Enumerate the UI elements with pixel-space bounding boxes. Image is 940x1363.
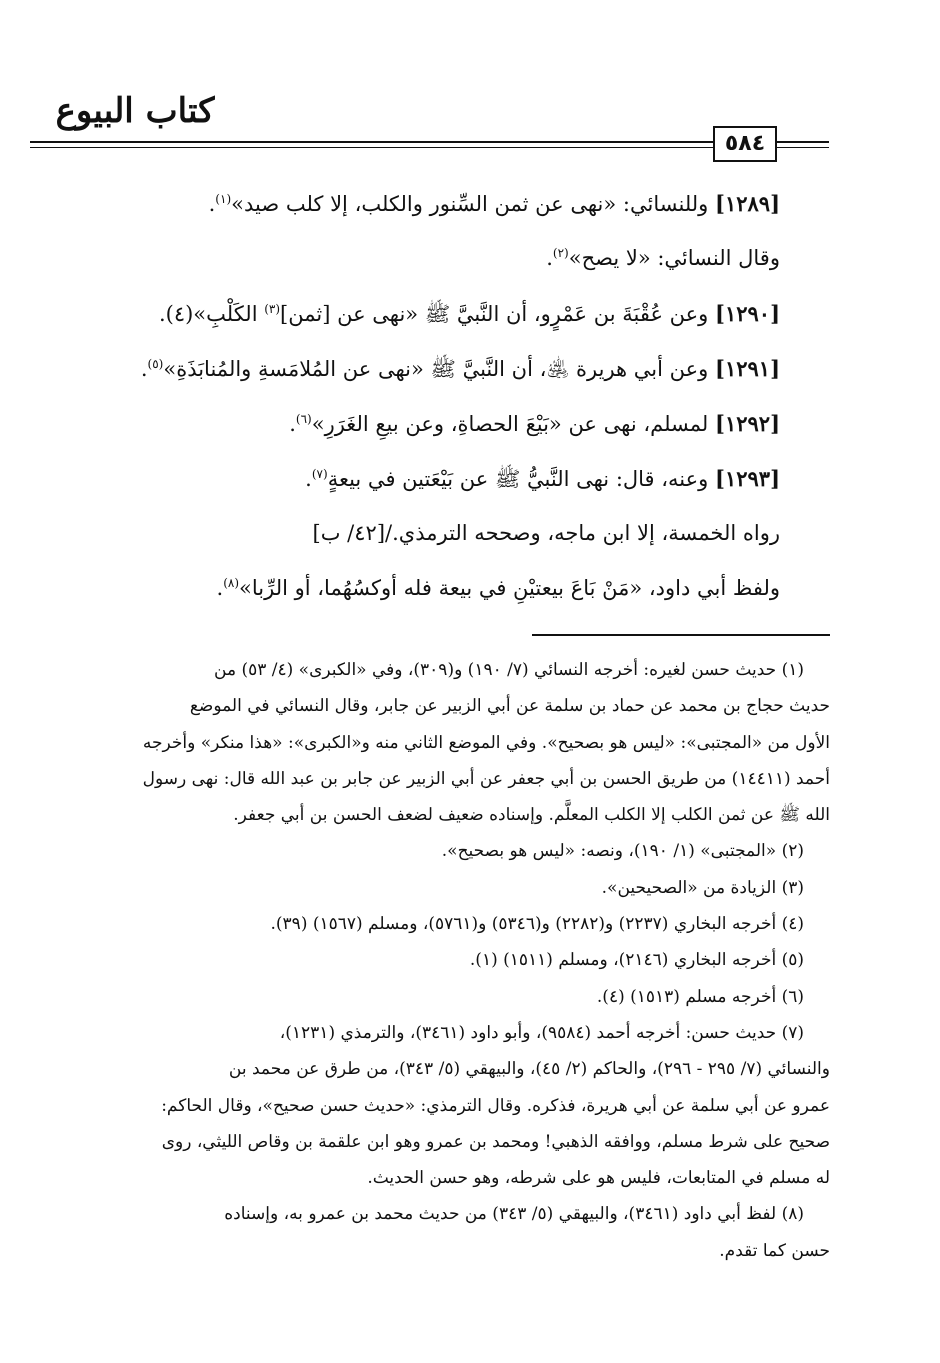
line-text: وعن عُقْبَةَ بن عَمْرٍو، أن النَّبيَّ ﷺ «نهى عن [ثمن] [280,302,715,326]
line-tail: . [305,467,312,491]
line-tail: . [140,357,148,381]
running-title: كتاب البيوع [55,91,215,131]
line-tail: . [208,192,216,216]
line-text: وللنسائي: «نهى عن ثمن السِّنور والكلب، إلا كلب صيد» [231,192,715,216]
footnote-ref: (٣) [264,302,281,316]
header-rule-bottom [30,147,713,148]
line-text: ولفظ أبي داود، «مَنْ بَاعَ بيعتيْنِ في بيعة فله أوكسُهُما، أو الرِّبا» [239,576,780,600]
footnote-line: الأول من «المجتبى»: «ليس هو بصحيح». وفي الموضع الثاني منه و«الكبرى»: «هذا منكر» وأخرجه [142,732,830,753]
main-line [120,176,780,231]
footnote-ref: (٥) [147,357,164,371]
line-tail: . [546,246,553,270]
footnote-line: (٢) «المجتبى» (١/ ١٩٠)، ونصه: «ليس هو بصحيح». [441,841,804,862]
line-text: وعن أبي هريرة ﵁، أن النَّبيَّ ﷺ «نهى عن المُلامَسةِ والمُنابَذَةِ» [163,357,715,381]
footnote-line: والنسائي (٧/ ٢٩٥ - ٢٩٦)، والحاكم (٢/ ٤٥)، والبيهقي (٥/ ٣٤٣)، من طرق عن محمد بن [228,1059,830,1080]
header-rule-right [777,141,829,143]
line-text: وعنه، قال: نهى النَّبيُّ ﷺ عن بَيْعَتين في بيعةٍ [327,467,715,491]
hadith-number: [١٢٩١] [715,356,780,381]
footnote-line: (٥) أخرجه البخاري (٢١٤٦)، ومسلم (١٥١١) (١). [469,950,804,971]
hadith-number: [١٢٩٣] [715,466,780,491]
footnote-line: عمرو عن أبي سلمة عن أبي هريرة، فذكره. وقال الترمذي: «حديث حسن صحيح»، وقال الحاكم: [161,1095,830,1116]
main-line [120,396,780,451]
footnote-line: صحيح على شرط مسلم، ووافقه الذهبي! ومحمد بن عمرو وهو ابن علقمة بن وقاص الليثي، روى [161,1131,830,1152]
footnote-line: حسن كما تقدم. [719,1240,830,1261]
main-line [120,506,780,561]
line-text: وقال النسائي: «لا يصح» [568,246,780,270]
header-rule-top [30,141,713,143]
footnote-line: الله ﷺ عن ثمن الكلب إلا الكلب المعلَّم. وإسناده ضعيف لضعف الحسن بن أبي جعفر. [233,805,830,826]
footnote-line: (٨) لفظ أبي داود (٣٤٦١)، والبيهقي (٥/ ٣٤٣) من حديث محمد بن عمرو به، وإسناده [224,1204,804,1225]
footnote-line: (٤) أخرجه البخاري (٢٢٣٧) و(٢٢٨٢) و(٥٣٤٦) و(٥٧٦١)، ومسلم (١٥٦٧) (٣٩). [270,914,804,935]
page-number: ٥٨٤ [713,126,777,162]
hadith-number: [١٢٩٠] [715,301,780,326]
footnote-line: له مسلم في المتابعات، فليس هو على شرطه، وهو حسن الحديث. [367,1168,830,1189]
footnote-ref: (٢) [552,246,569,260]
footnote-line: (٧) حديث حسن: أخرجه أحمد (٩٥٨٤)، وأبو داود (٣٤٦١)، والترمذي (١٢٣١)، [279,1022,804,1043]
hadith-number: [١٢٨٩] [715,191,780,216]
footnote-line: (١) حديث حسن لغيره: أخرجه النسائي (٧/ ١٩٠) و(٣٠٩)، وفي «الكبرى» (٤/ ٥٣) من [214,660,804,680]
line-text: رواه الخمسة، إلا ابن ماجه، وصححه الترمذي./[٤٢/ ب] [312,521,780,545]
main-line [120,341,780,396]
main-line [120,451,780,506]
footnote-ref: (٦) [295,412,312,426]
footnote-line: أحمد (١٤٤١١) من طريق الحسن بن أبي جعفر عن أبي الزبير عن جابر بن عبد الله قال: نهى رسول [142,768,830,789]
line-tail: . [289,412,296,436]
footnote-ref: (١) [215,192,232,206]
footnote-line: (٦) أخرجه مسلم (١٥١٣) (٤). [596,986,804,1007]
footnote-ref: (٨) [223,576,240,590]
hadith-number: [١٢٩٢] [715,411,780,436]
footnote-ref: (٧) [311,467,328,481]
line-text: لمسلم، نهى عن «بَيْعَ الحصاةِ، وعن بيعِ الغَرَرِ» [311,412,715,436]
footnote-separator [532,634,830,636]
main-line [120,231,780,286]
main-line [120,561,780,616]
line-tail: . [216,576,224,600]
footnote-line: (٣) الزيادة من «الصحيحين». [601,877,804,898]
main-line [120,286,780,341]
footnote-line: حديث حجاج بن محمد عن حماد بن سلمة عن أبي الزبير عن جابر، وقال النسائي في الموضع [189,696,830,717]
main-text [120,176,780,616]
header-rule-right-bottom [777,147,829,148]
line-tail: الكَلْبِ»(٤). [158,302,265,326]
footnotes [80,652,830,1269]
